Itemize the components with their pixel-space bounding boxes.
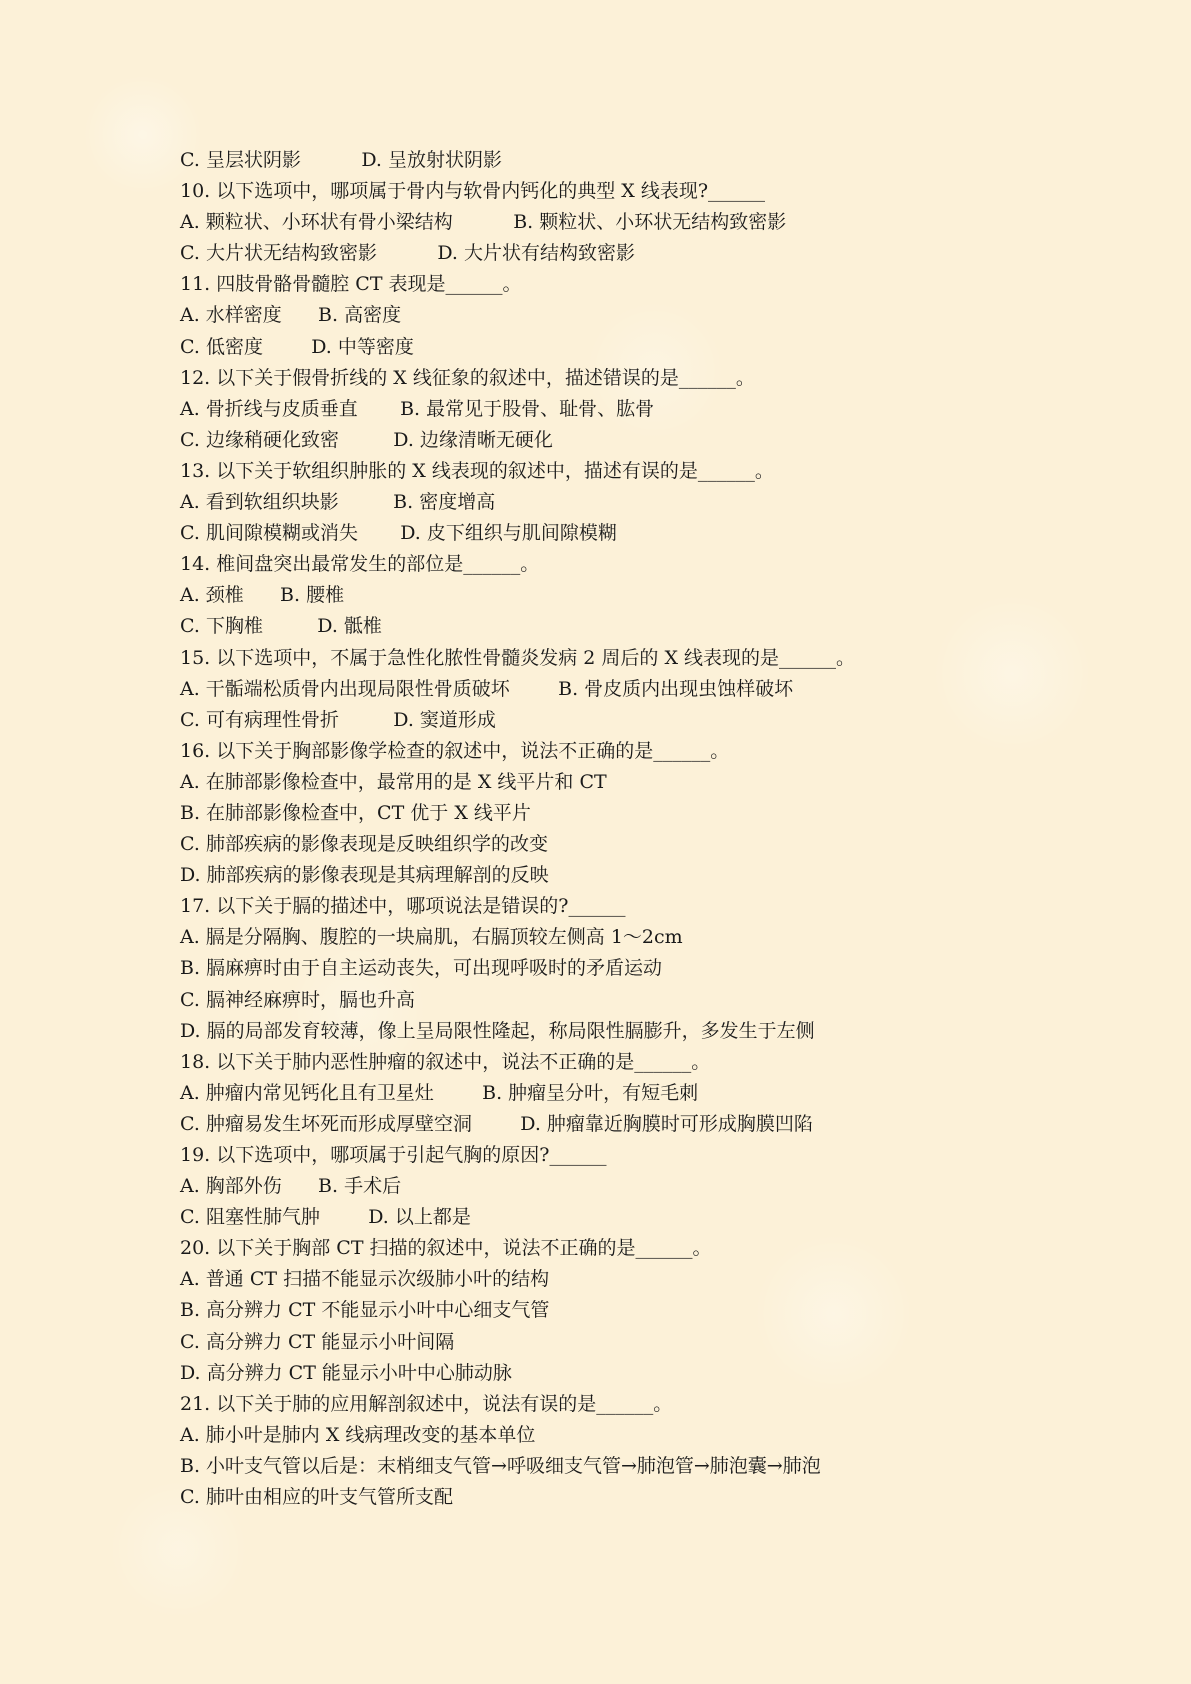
option-text: C. 高分辨力 CT 能显示小叶间隔 (180, 1330, 455, 1353)
question-text: 12. 以下关于假骨折线的 X 线征象的叙述中，描述错误的是______。 (180, 366, 755, 389)
question-text: 11. 四肢骨骼骨髓腔 CT 表现是______。 (180, 273, 522, 296)
option-text: A. 骨折线与皮质垂直 B. 最常见于股骨、耻骨、肱骨 (180, 397, 655, 420)
option-text: B. 在肺部影像检查中，CT 优于 X 线平片 (180, 801, 531, 824)
option-text: C. 阻塞性肺气肿 D. 以上都是 (180, 1206, 471, 1229)
option-text: A. 胸部外伤 B. 手术后 (180, 1175, 402, 1198)
question-text: 16. 以下关于胸部影像学检查的叙述中，说法不正确的是______。 (180, 739, 730, 762)
option-text: C. 肌间隙模糊或消失 D. 皮下组织与肌间隙模糊 (180, 522, 617, 545)
option-text: A. 水样密度 B. 高密度 (180, 304, 402, 327)
option-text: A. 干骺端松质骨内出现局限性骨质破坏 B. 骨皮质内出现虫蚀样破坏 (180, 677, 794, 700)
question-text: 15. 以下选项中，不属于急性化脓性骨髓炎发病 2 周后的 X 线表现的是______。 (180, 646, 856, 669)
option-text: A. 颗粒状、小环状有骨小梁结构 B. 颗粒状、小环状无结构致密影 (180, 211, 787, 234)
question-text: 14. 椎间盘突出最常发生的部位是______。 (180, 553, 540, 576)
option-text: D. 膈的局部发育较薄，像上呈局限性隆起，称局限性膈膨升，多发生于左侧 (180, 1019, 815, 1042)
option-text: A. 在肺部影像检查中，最常用的是 X 线平片和 CT (180, 770, 607, 793)
option-text: D. 高分辨力 CT 能显示小叶中心肺动脉 (180, 1361, 512, 1384)
option-text: A. 肿瘤内常见钙化且有卫星灶 B. 肿瘤呈分叶，有短毛刺 (180, 1081, 699, 1104)
option-text: D. 肺部疾病的影像表现是其病理解剖的反映 (180, 864, 549, 887)
question-text: 17. 以下关于膈的描述中，哪项说法是错误的?______ (180, 895, 626, 918)
option-text: C. 边缘稍硬化致密 D. 边缘清晰无硬化 (180, 428, 553, 451)
option-text: A. 肺小叶是肺内 X 线病理改变的基本单位 (180, 1423, 536, 1446)
option-text: A. 颈椎 B. 腰椎 (180, 584, 345, 607)
option-text: B. 高分辨力 CT 不能显示小叶中心细支气管 (180, 1299, 550, 1322)
option-text: C. 大片状无结构致密影 D. 大片状有结构致密影 (180, 242, 635, 265)
option-text: A. 膈是分隔胸、腹腔的一块扁肌，右膈顶较左侧高 1～2cm (180, 926, 683, 949)
question-text: 10. 以下选项中，哪项属于骨内与软骨内钙化的典型 X 线表现?______ (180, 180, 766, 203)
option-text: A. 看到软组织块影 B. 密度增高 (180, 491, 496, 514)
question-text: 20. 以下关于胸部 CT 扫描的叙述中，说法不正确的是______。 (180, 1237, 712, 1260)
option-text: B. 小叶支气管以后是：末梢细支气管→呼吸细支气管→肺泡管→肺泡囊→肺泡 (180, 1454, 821, 1477)
question-text: 19. 以下选项中，哪项属于引起气胸的原因?______ (180, 1144, 607, 1166)
option-text: C. 呈层状阴影 D. 呈放射状阴影 (180, 149, 502, 171)
question-text: 13. 以下关于软组织肿胀的 X 线表现的叙述中，描述有误的是______。 (180, 459, 774, 482)
document-body (180, 145, 1140, 1513)
option-text: B. 膈麻痹时由于自主运动丧失，可出现呼吸时的矛盾运动 (180, 957, 663, 980)
option-text: C. 低密度 D. 中等密度 (180, 335, 414, 358)
option-text: C. 肺叶由相应的叶支气管所支配 (180, 1486, 453, 1509)
option-text: C. 可有病理性骨折 D. 窦道形成 (180, 708, 496, 731)
option-text: C. 膈神经麻痹时，膈也升高 (180, 988, 415, 1011)
question-text: 21. 以下关于肺的应用解剖叙述中，说法有误的是______。 (180, 1392, 673, 1415)
option-text: C. 肺部疾病的影像表现是反映组织学的改变 (180, 833, 548, 856)
option-text: C. 下胸椎 D. 骶椎 (180, 615, 382, 638)
option-text: C. 肿瘤易发生坏死而形成厚壁空洞 D. 肿瘤靠近胸膜时可形成胸膜凹陷 (180, 1112, 813, 1135)
option-text: A. 普通 CT 扫描不能显示次级肺小叶的结构 (180, 1268, 550, 1291)
question-text: 18. 以下关于肺内恶性肿瘤的叙述中，说法不正确的是______。 (180, 1050, 711, 1073)
